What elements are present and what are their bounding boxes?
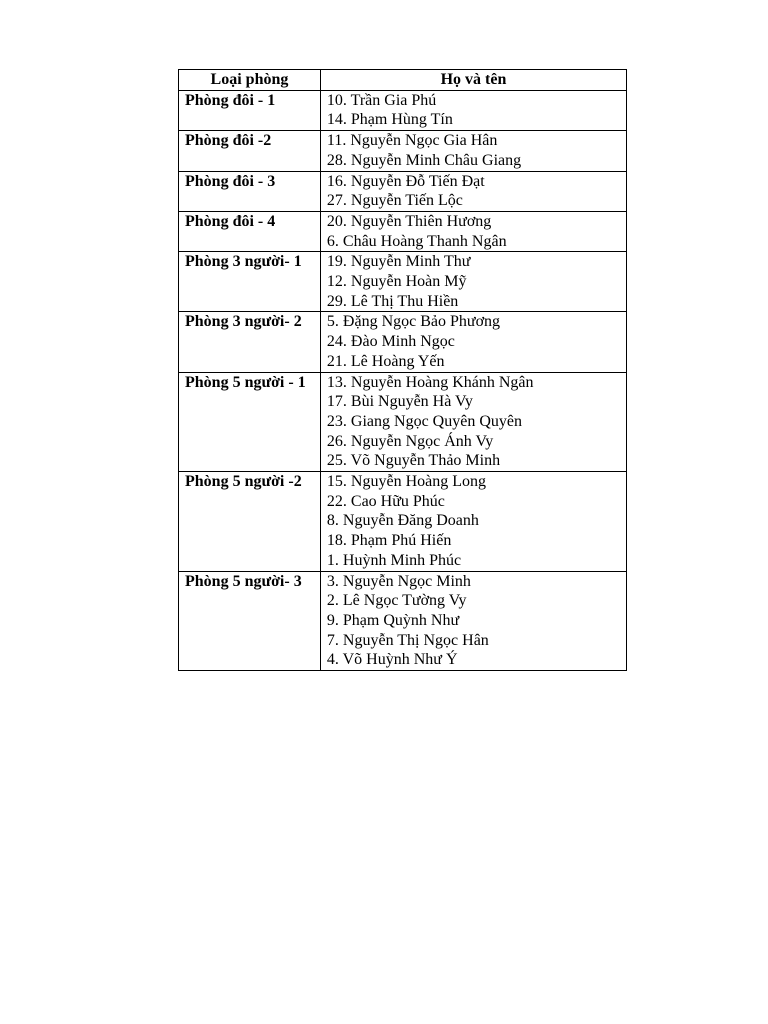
names-cell <box>320 312 626 372</box>
room-type-cell: Phòng 5 người -2 <box>179 472 321 572</box>
name-entry: 27. Nguyễn Tiến Lộc <box>326 192 463 210</box>
name-entry: 28. Nguyễn Minh Châu Giang <box>326 151 522 169</box>
name-entry: 4. Võ Huỳnh Như Ý <box>326 651 458 669</box>
table-row <box>179 372 627 472</box>
names-cell <box>320 252 626 312</box>
table-row <box>179 131 627 171</box>
name-entry: 24. Đào Minh Ngọc <box>326 333 455 351</box>
name-entry: 6. Châu Hoàng Thanh Ngân <box>326 232 507 250</box>
name-entry: 18. Phạm Phú Hiến <box>326 532 452 550</box>
table-row <box>179 252 627 312</box>
name-entry: 3. Nguyễn Ngọc Minh <box>326 572 471 590</box>
name-entry: 15. Nguyễn Hoàng Long <box>326 473 486 491</box>
table-row <box>179 90 627 130</box>
table-row <box>179 472 627 572</box>
header-full-name: Họ và tên <box>320 70 626 91</box>
name-entry: 23. Giang Ngọc Quyên Quyên <box>326 412 522 430</box>
names-cell <box>320 211 626 251</box>
table-row <box>179 312 627 372</box>
name-entry: 1. Huỳnh Minh Phúc <box>326 551 462 569</box>
name-entry: 11. Nguyễn Ngọc Gia Hân <box>326 132 498 150</box>
table-row <box>179 171 627 211</box>
name-entry: 17. Bùi Nguyễn Hà Vy <box>326 393 473 411</box>
names-cell <box>320 90 626 130</box>
name-entry: 10. Trần Gia Phú <box>326 91 437 109</box>
name-entry: 9. Phạm Quỳnh Như <box>326 611 460 629</box>
name-entry: 8. Nguyễn Đăng Doanh <box>326 512 479 530</box>
names-cell <box>320 571 626 671</box>
room-type-cell: Phòng 5 người- 3 <box>179 571 321 671</box>
name-entry: 20. Nguyễn Thiên Hương <box>326 212 492 230</box>
table-row <box>179 571 627 671</box>
room-type-cell: Phòng 3 người- 2 <box>179 312 321 372</box>
name-entry: 29. Lê Thị Thu Hiền <box>326 292 459 310</box>
room-type-cell: Phòng 5 người - 1 <box>179 372 321 472</box>
names-cell <box>320 131 626 171</box>
room-type-cell: Phòng đôi - 3 <box>179 171 321 211</box>
table-body <box>179 90 627 670</box>
names-cell <box>320 472 626 572</box>
room-type-cell: Phòng đôi - 4 <box>179 211 321 251</box>
name-entry: 21. Lê Hoàng Yến <box>326 352 445 370</box>
room-assignment-table <box>178 69 627 671</box>
name-entry: 5. Đặng Ngọc Bảo Phương <box>326 313 501 331</box>
name-entry: 2. Lê Ngọc Tường Vy <box>326 592 467 610</box>
name-entry: 26. Nguyễn Ngọc Ánh Vy <box>326 432 494 450</box>
names-cell <box>320 171 626 211</box>
name-entry: 14. Phạm Hùng Tín <box>326 111 453 129</box>
name-entry: 13. Nguyễn Hoàng Khánh Ngân <box>326 373 534 391</box>
room-type-cell: Phòng 3 người- 1 <box>179 252 321 312</box>
room-type-cell: Phòng đôi - 1 <box>179 90 321 130</box>
name-entry: 7. Nguyễn Thị Ngọc Hân <box>326 631 489 649</box>
header-room-type: Loại phòng <box>179 70 321 91</box>
name-entry: 16. Nguyễn Đỗ Tiến Đạt <box>326 172 485 190</box>
name-entry: 25. Võ Nguyễn Thảo Minh <box>326 452 501 470</box>
name-entry: 19. Nguyễn Minh Thư <box>326 253 471 271</box>
table-header-row <box>179 70 627 91</box>
names-cell <box>320 372 626 472</box>
name-entry: 12. Nguyễn Hoàn Mỹ <box>326 273 467 291</box>
room-type-cell: Phòng đôi -2 <box>179 131 321 171</box>
name-entry: 22. Cao Hữu Phúc <box>326 492 445 510</box>
table-row <box>179 211 627 251</box>
